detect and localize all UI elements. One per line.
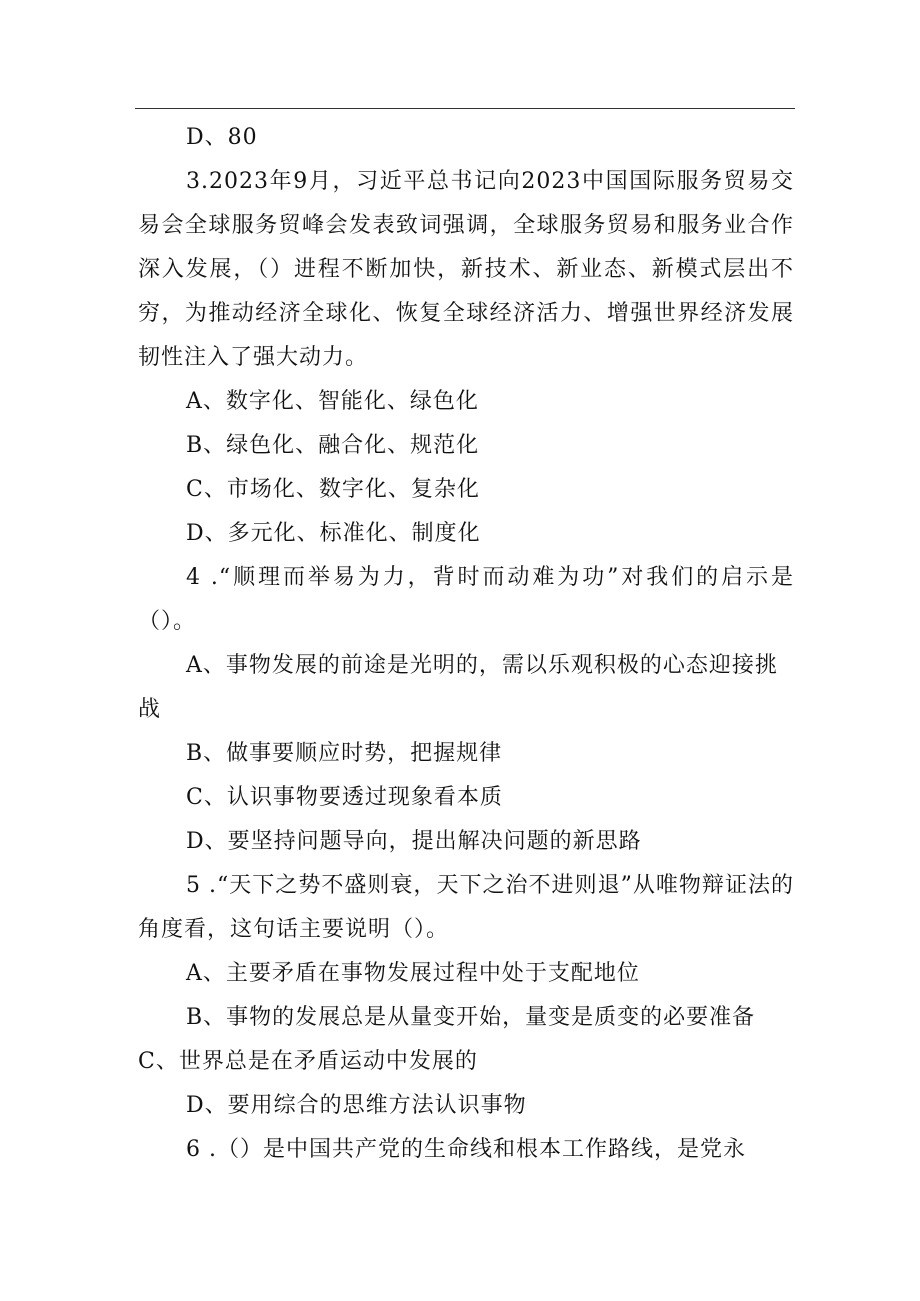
document-body <box>138 116 794 1172</box>
prev-question-option-d: D、80 <box>186 125 258 150</box>
question-4-option-a: A、事物发展的前途是光明的，需以乐观积极的心态迎接挑战 <box>138 653 778 722</box>
question-3-option-b: B、绿色化、融合化、规范化 <box>186 433 480 458</box>
header-rule <box>135 108 795 109</box>
question-4-stem: 4 .“顺理而举易为力，背时而动难为功”对我们的启示是（）。 <box>138 565 794 634</box>
question-3-option-c: C、市场化、数字化、复杂化 <box>186 477 480 502</box>
question-3-option-d: D、多元化、标准化、制度化 <box>186 521 481 546</box>
question-3-option-a: A、数字化、智能化、绿色化 <box>186 389 479 414</box>
question-5-stem: 5 .“天下之势不盛则衰，天下之治不进则退”从唯物辩证法的角度看，这句话主要说明（）。 <box>138 873 794 942</box>
question-3-stem: 3.2023年9月，习近平总书记向2023中国国际服务贸易交易会全球服务贸峰会发表致词强调，全球服务贸易和服务业合作深入发展，（）进程不断加快，新技术、新业态、新模式层出不穷，为推动经济全球化、恢复全球经济活力、增强世界经济发展韧性注入了强大动力。 <box>138 169 794 370</box>
question-4-option-d: D、要坚持问题导向，提出解决问题的新思路 <box>186 829 642 854</box>
question-4-option-c: C、认识事物要透过现象看本质 <box>186 785 503 810</box>
question-4-option-b: B、做事要顺应时势，把握规律 <box>186 741 503 766</box>
question-5-option-d: D、要用综合的思维方法认识事物 <box>186 1093 527 1118</box>
question-5-option-a: A、主要矛盾在事物发展过程中处于支配地位 <box>186 961 640 986</box>
question-5-option-b: B、事物的发展总是从量变开始，量变是质变的必要准备C、世界总是在矛盾运动中发展的 <box>138 1005 756 1074</box>
question-6-stem: 6 .（）是中国共产党的生命线和根本工作路线，是党永 <box>186 1137 746 1162</box>
